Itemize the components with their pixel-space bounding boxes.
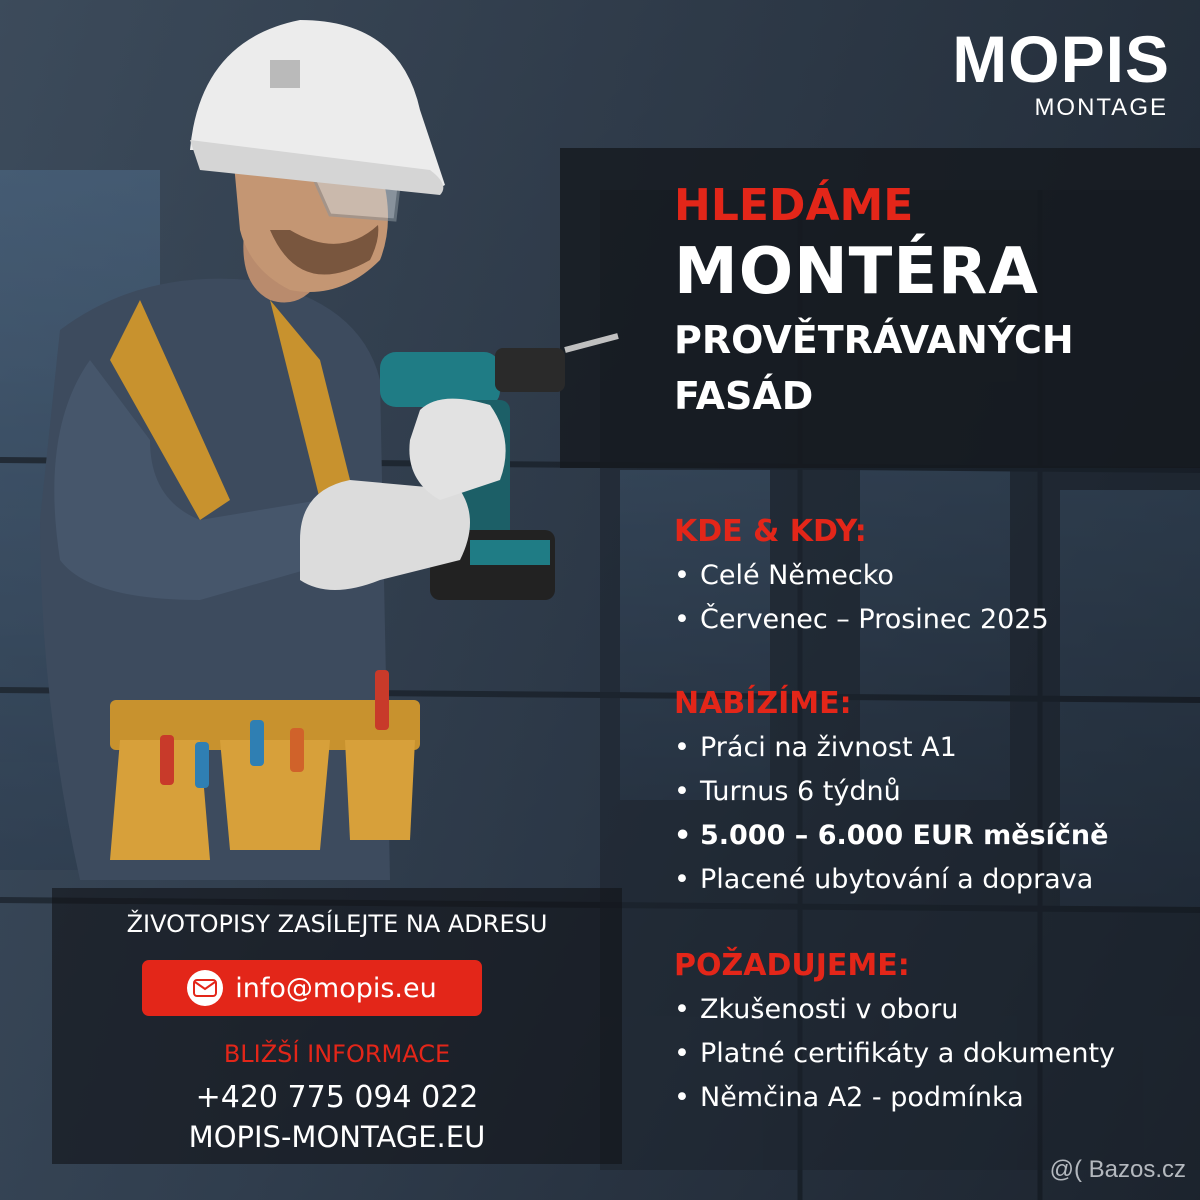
list-item: • Platné certifikáty a dokumenty [674, 1038, 1116, 1069]
logo-subtitle: MONTAGE [1034, 94, 1168, 121]
envelope-icon [187, 970, 223, 1006]
offer-title: NABÍZÍME: [674, 686, 852, 721]
requirements-section [674, 946, 1194, 1120]
headline-line-2: MONTÉRA [674, 235, 1039, 309]
brand-logo [952, 22, 1170, 122]
headline [674, 180, 1174, 424]
logo-wordmark: MOPIS [952, 22, 1170, 96]
contact-panel [52, 888, 622, 1164]
email-button[interactable] [142, 960, 482, 1016]
where-when-section [674, 512, 1194, 642]
headline-line-4: FASÁD [674, 374, 814, 418]
list-item: • Němčina A2 - podmínka [674, 1082, 1024, 1113]
list-item: • Celé Německo [674, 560, 894, 591]
cv-instruction: ŽIVOTOPISY ZASÍLEJTE NA ADRESU [126, 910, 548, 938]
where-when-title: KDE & KDY: [674, 514, 867, 549]
list-item: • Placené ubytování a doprava [674, 864, 1094, 895]
offer-section [674, 684, 1194, 902]
phone-number[interactable]: +420 775 094 022 [195, 1080, 479, 1115]
list-item: • Turnus 6 týdnů [674, 776, 901, 807]
website-link[interactable]: MOPIS-MONTAGE.EU [188, 1120, 486, 1154]
requirements-title: POŽADUJEME: [674, 948, 910, 983]
email-address: info@mopis.eu [235, 972, 437, 1004]
salary-item: • 5.000 – 6.000 EUR měsíčně [674, 820, 1109, 851]
more-info-label: BLIŽŠÍ INFORMACE [223, 1040, 451, 1068]
headline-line-3: PROVĚTRÁVANÝCH [674, 318, 1074, 362]
list-item: • Práci na živnost A1 [674, 732, 957, 763]
list-item: • Červenec – Prosinec 2025 [674, 604, 1049, 635]
list-item: • Zkušenosti v oboru [674, 994, 959, 1025]
watermark: @( Bazos.cz [1049, 1156, 1186, 1183]
headline-line-1: HLEDÁME [674, 180, 914, 231]
